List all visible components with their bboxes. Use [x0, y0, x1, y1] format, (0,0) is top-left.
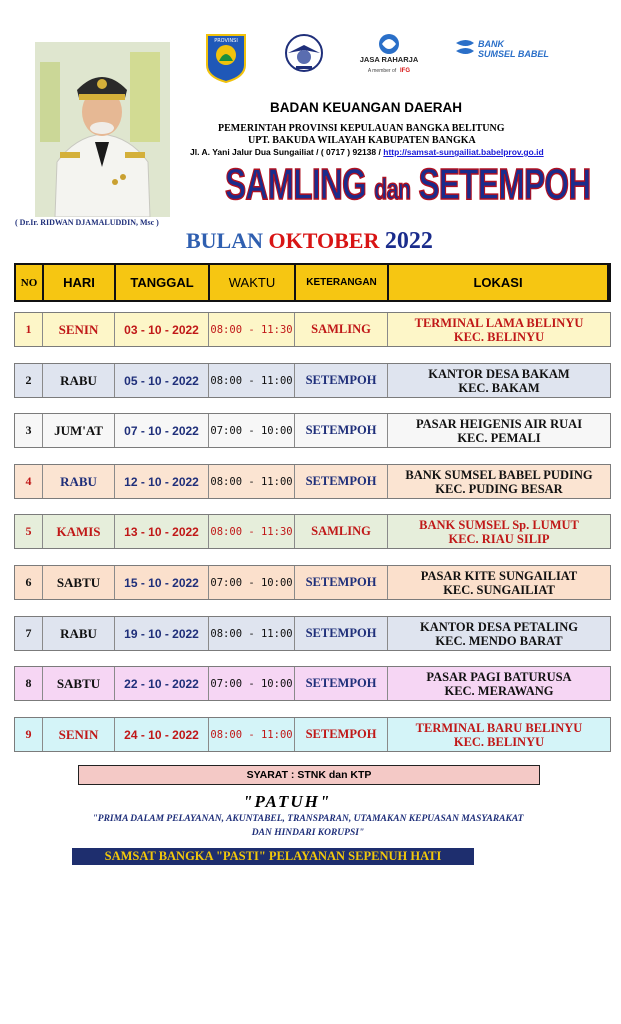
row-time: 08:00 - 11:00 [209, 465, 295, 498]
row-location-district: KEC. MERAWANG [444, 683, 554, 698]
row-note: SETEMPOH [295, 718, 388, 751]
row-location [388, 465, 610, 498]
row-time: 08:00 - 11:30 [209, 515, 295, 548]
header-date: TANGGAL [116, 265, 210, 300]
row-location [388, 364, 610, 397]
samsat-logo [284, 33, 324, 73]
event-title-word1: SAMLING [225, 160, 367, 209]
province-emblem-icon [205, 33, 247, 83]
jasa-raharja-logo [352, 32, 427, 77]
row-note: SETEMPOH [295, 617, 388, 650]
slogan-banner: SAMSAT BANGKA "PASTI" PELAYANAN SEPENUH HATI [72, 848, 474, 865]
row-date: 22 - 10 - 2022 [115, 667, 209, 700]
official-portrait [35, 42, 170, 217]
row-location-name: TERMINAL BARU BELINYU [415, 720, 583, 735]
table-row [14, 464, 611, 499]
row-no: 7 [15, 617, 43, 650]
motto-title: "PATUH" [243, 792, 332, 811]
samsat-emblem-icon [284, 33, 324, 73]
row-location-name: BANK SUMSEL BABEL PUDING [405, 467, 593, 482]
row-location-name: PASAR HEIGENIS AIR RUAI [415, 416, 583, 431]
row-no: 9 [15, 718, 43, 751]
row-day: SABTU [43, 667, 115, 700]
row-day: SENIN [43, 313, 115, 346]
row-time: 08:00 - 11:30 [209, 313, 295, 346]
row-location-district: KEC. BELINYU [453, 734, 545, 749]
row-location [388, 667, 610, 700]
header-location: LOKASI [389, 265, 609, 300]
row-note: SAMLING [295, 515, 388, 548]
header-time: WAKTU [210, 265, 296, 300]
row-note: SETEMPOH [295, 566, 388, 599]
jasa-raharja-text: JASA RAHARJA [359, 55, 419, 64]
table-row [14, 413, 611, 448]
row-day: SABTU [43, 566, 115, 599]
row-day: KAMIS [43, 515, 115, 548]
address-line [190, 147, 544, 157]
table-row [14, 312, 611, 347]
row-no: 4 [15, 465, 43, 498]
row-date: 05 - 10 - 2022 [115, 364, 209, 397]
month-name: OKTOBER [268, 228, 380, 253]
row-no: 6 [15, 566, 43, 599]
row-no: 3 [15, 414, 43, 447]
row-date: 19 - 10 - 2022 [115, 617, 209, 650]
row-time: 07:00 - 10:00 [209, 667, 295, 700]
row-date: 03 - 10 - 2022 [115, 313, 209, 346]
portrait-caption: ( Dr.Ir. RIDWAN DJAMALUDDIN, Msc ) [15, 218, 159, 227]
row-location-name: PASAR PAGI BATURUSA [426, 669, 572, 684]
bank-line1: BANK [478, 39, 504, 49]
row-location-district: KEC. BELINYU [453, 329, 545, 344]
row-day: RABU [43, 465, 115, 498]
bank-sumsel-icon [452, 35, 562, 65]
bank-sumsel-logo [452, 35, 562, 65]
row-day: RABU [43, 617, 115, 650]
jasa-raharja-sub: A member of [367, 68, 397, 74]
row-location-name: TERMINAL LAMA BELINYU [414, 315, 584, 330]
row-location-name: KANTOR DESA PETALING [420, 619, 578, 634]
row-time: 08:00 - 11:00 [209, 617, 295, 650]
row-time: 08:00 - 11:00 [209, 364, 295, 397]
row-no: 1 [15, 313, 43, 346]
ifg-text: IFG [400, 68, 410, 74]
row-location [388, 718, 610, 751]
row-time: 07:00 - 10:00 [209, 566, 295, 599]
row-time: 08:00 - 11:00 [209, 718, 295, 751]
event-title [225, 160, 591, 210]
row-location-district: KEC. PUDING BESAR [435, 481, 563, 496]
province-logo [205, 33, 247, 83]
row-location [388, 414, 610, 447]
table-row [14, 514, 611, 549]
org-subtitle-1: PEMERINTAH PROVINSI KEPULAUAN BANGKA BELITUNG [218, 123, 505, 134]
row-no: 5 [15, 515, 43, 548]
row-location-district: KEC. RIAU SILIP [448, 531, 550, 546]
row-date: 07 - 10 - 2022 [115, 414, 209, 447]
row-location [388, 566, 610, 599]
table-row [14, 666, 611, 701]
event-title-word3: SETEMPOH [418, 160, 591, 209]
header-note: KETERANGAN [296, 265, 389, 300]
row-location [388, 313, 610, 346]
row-note: SETEMPOH [295, 667, 388, 700]
row-date: 24 - 10 - 2022 [115, 718, 209, 751]
jasa-raharja-icon [352, 32, 427, 77]
row-note: SETEMPOH [295, 364, 388, 397]
table-row [14, 616, 611, 651]
org-subtitle-2: UPT. BAKUDA WILAYAH KABUPATEN BANGKA [248, 135, 476, 146]
row-note: SETEMPOH [295, 465, 388, 498]
row-location-district: KEC. SUNGAILIAT [443, 582, 555, 597]
motto-line-2: DAN HINDARI KORUPSI" [251, 828, 365, 838]
bank-line2: SUMSEL BABEL [478, 49, 549, 59]
header-no: NO [16, 265, 44, 300]
province-label: PROVINSI [214, 38, 238, 44]
row-day: RABU [43, 364, 115, 397]
row-day: JUM'AT [43, 414, 115, 447]
header-day: HARI [44, 265, 116, 300]
row-date: 15 - 10 - 2022 [115, 566, 209, 599]
table-row [14, 565, 611, 600]
table-row [14, 717, 611, 752]
row-note: SETEMPOH [295, 414, 388, 447]
row-day: SENIN [43, 718, 115, 751]
motto-line-1: "PRIMA DALAM PELAYANAN, AKUNTABEL, TRANSPARAN, UTAMAKAN KEPUASAN MASYARAKAT [92, 814, 524, 824]
row-location-district: KEC. PEMALI [457, 430, 541, 445]
row-date: 13 - 10 - 2022 [115, 515, 209, 548]
row-no: 2 [15, 364, 43, 397]
month-year: 2022 [384, 228, 433, 254]
row-location-district: KEC. BAKAM [458, 380, 540, 395]
event-title-word2: dan [374, 173, 411, 206]
schedule-table-header [14, 263, 611, 302]
row-date: 12 - 10 - 2022 [115, 465, 209, 498]
month-heading [186, 228, 433, 255]
org-title: BADAN KEUANGAN DAERAH [270, 100, 462, 115]
row-location-name: KANTOR DESA BAKAM [428, 366, 570, 381]
official-portrait-image [35, 42, 170, 217]
requirements-box: SYARAT : STNK dan KTP [78, 765, 540, 785]
row-location-district: KEC. MENDO BARAT [435, 633, 563, 648]
address-text: Jl. A. Yani Jalur Dua Sungailiat / ( 0717 ) 92138 / [190, 147, 381, 157]
row-time: 07:00 - 10:00 [209, 414, 295, 447]
month-label: BULAN [186, 228, 264, 253]
row-no: 8 [15, 667, 43, 700]
row-location-name: BANK SUMSEL Sp. LUMUT [419, 517, 579, 532]
row-location-name: PASAR KITE SUNGAILIAT [420, 568, 578, 583]
row-location [388, 617, 610, 650]
row-location [388, 515, 610, 548]
website-link[interactable]: http://samsat-sungailiat.babelprov.go.id [383, 147, 544, 157]
row-note: SAMLING [295, 313, 388, 346]
table-row [14, 363, 611, 398]
